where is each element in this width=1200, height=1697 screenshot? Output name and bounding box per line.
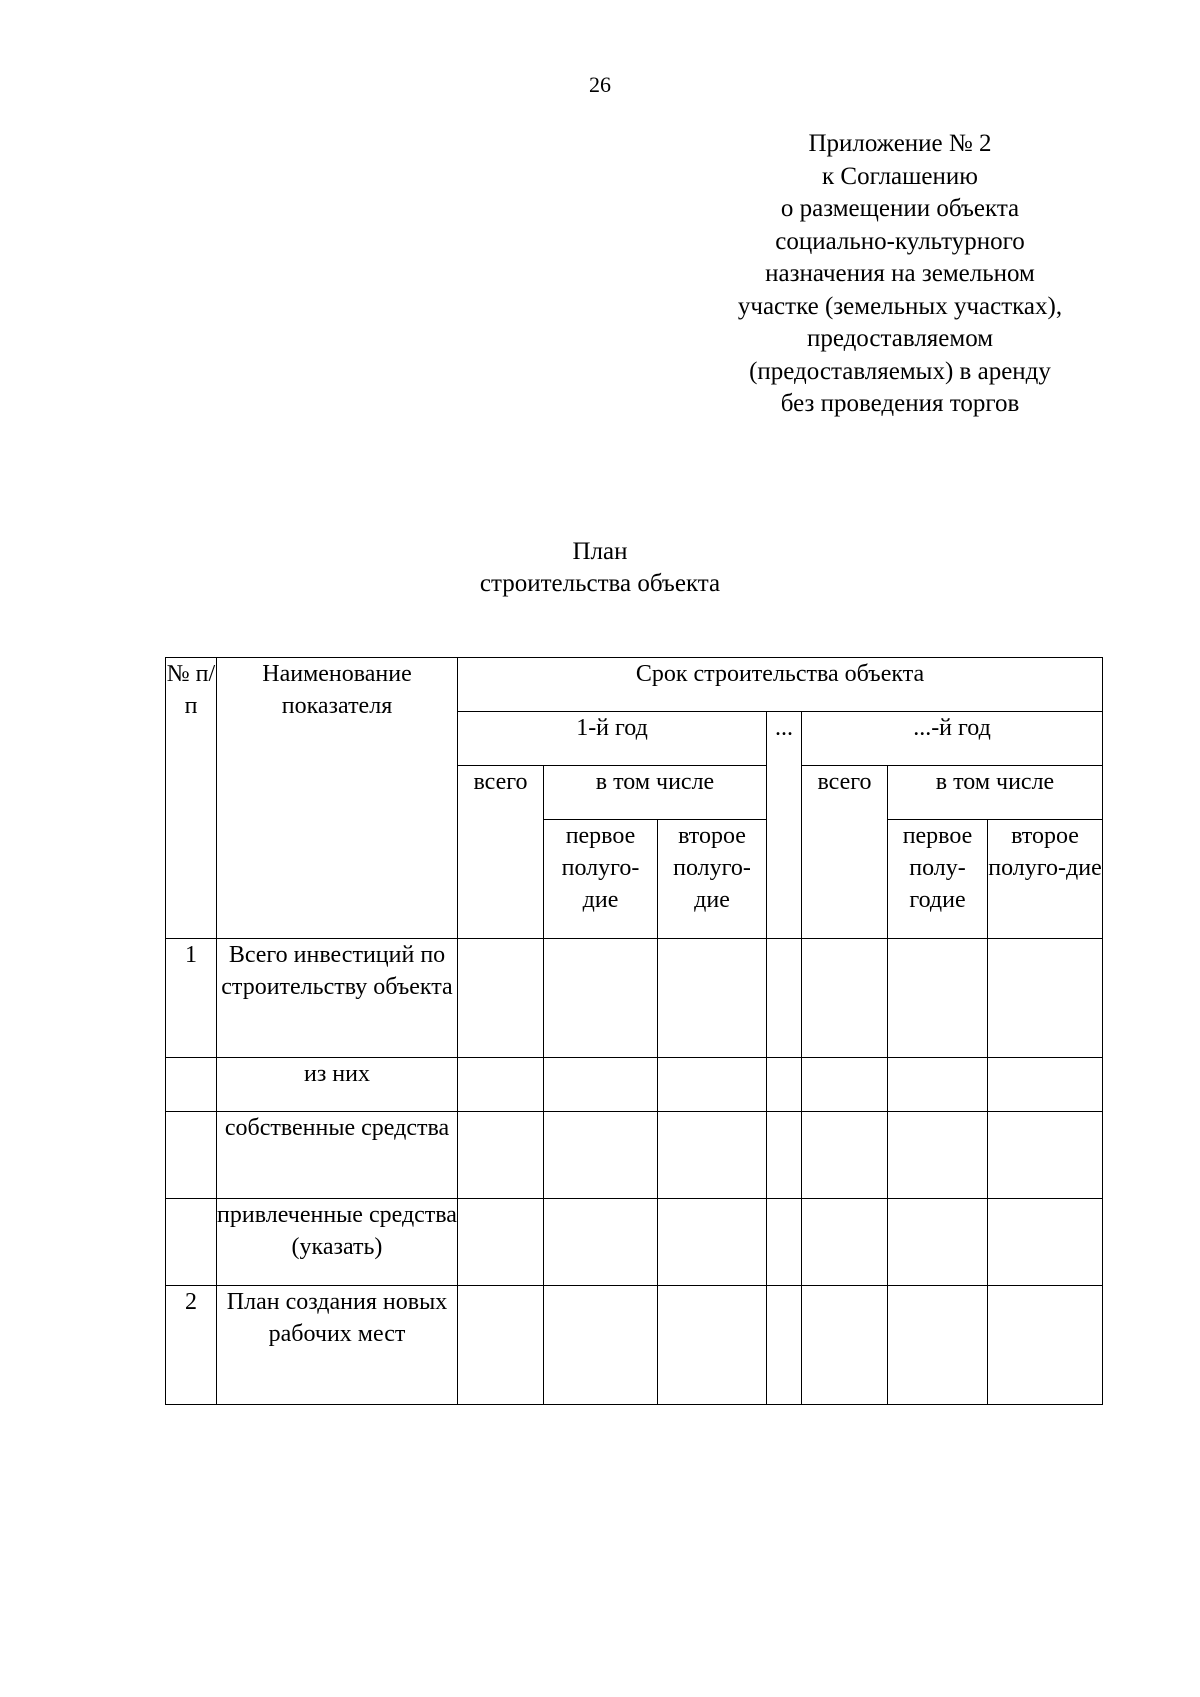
row-name: Всего инвестиций по строительству объекта (217, 939, 458, 1058)
table-cell (988, 1199, 1103, 1286)
table-cell (802, 1286, 888, 1405)
table-cell (767, 939, 802, 1058)
table-row (166, 1058, 1103, 1112)
appendix-line: назначения на земельном (765, 260, 1035, 287)
table-cell (658, 1199, 767, 1286)
header-second-half-1: второе полуго-дие (658, 820, 767, 939)
table-cell (658, 939, 767, 1058)
table-cell (458, 1199, 544, 1286)
header-first-half-n: первое полу-годие (888, 820, 988, 939)
table-cell (988, 939, 1103, 1058)
appendix-line: социально-культурного (775, 227, 1025, 255)
appendix-line: без проведения торгов (780, 390, 1020, 417)
row-name: из них (217, 1058, 458, 1112)
header-total-1: всего (458, 766, 544, 939)
page-number: 26 (589, 72, 611, 97)
header-second-half-n: второе полуго-дие (988, 820, 1103, 939)
table-cell (658, 1058, 767, 1112)
table-cell (767, 1199, 802, 1286)
title-line: План (572, 538, 628, 565)
table-row (166, 1199, 1103, 1286)
table-cell (767, 1112, 802, 1199)
row-num (166, 1199, 217, 1286)
table-cell (458, 1286, 544, 1405)
document-title (0, 536, 1200, 600)
table-cell (988, 1112, 1103, 1199)
row-num: 1 (166, 939, 217, 1058)
table-row (166, 939, 1103, 1058)
table-cell (802, 1112, 888, 1199)
row-num (166, 1058, 217, 1112)
table-cell (888, 1286, 988, 1405)
header-total-n: всего (802, 766, 888, 939)
header-including-1: в том числе (544, 766, 767, 820)
title-line: строительства объекта (479, 570, 721, 597)
table-row (166, 1286, 1103, 1405)
table-cell (802, 1058, 888, 1112)
table-cell (458, 1058, 544, 1112)
table-cell (458, 1112, 544, 1199)
table-cell (888, 1058, 988, 1112)
row-num: 2 (166, 1286, 217, 1405)
table-cell (544, 939, 658, 1058)
appendix-line: о размещении объекта (780, 195, 1020, 222)
header-year-n: ...-й год (802, 712, 1103, 766)
table-row (166, 1112, 1103, 1199)
table-cell (544, 1058, 658, 1112)
header-year-1: 1-й год (458, 712, 767, 766)
construction-plan-table (165, 657, 1103, 1405)
appendix-line: Приложение № 2 (808, 130, 992, 157)
table-cell (544, 1112, 658, 1199)
row-name: собственные средства (217, 1112, 458, 1199)
table-cell (888, 1199, 988, 1286)
table-cell (658, 1286, 767, 1405)
row-num (166, 1112, 217, 1199)
table-cell (458, 939, 544, 1058)
row-name: План создания новых рабочих мест (217, 1286, 458, 1405)
header-first-half-1: первое полуго-дие (544, 820, 658, 939)
appendix-header (690, 128, 1110, 421)
table-cell (544, 1199, 658, 1286)
table-cell (802, 939, 888, 1058)
table-cell (888, 939, 988, 1058)
header-num: № п/п (166, 658, 217, 939)
appendix-line: (предоставляемых) в аренду (749, 357, 1051, 385)
table-cell (767, 1058, 802, 1112)
table-cell (988, 1058, 1103, 1112)
header-name: Наименование показателя (217, 658, 458, 939)
table-cell (767, 1286, 802, 1405)
header-including-n: в том числе (888, 766, 1103, 820)
appendix-line: предоставляемом (806, 325, 994, 352)
appendix-line: участке (земельных участках), (737, 292, 1063, 320)
table-cell (802, 1199, 888, 1286)
table-cell (988, 1286, 1103, 1405)
appendix-line: к Соглашению (822, 162, 978, 190)
table-cell (658, 1112, 767, 1199)
row-name: привлеченные средства (указать) (217, 1199, 458, 1286)
header-ellipsis: ... (767, 712, 802, 939)
table-cell (544, 1286, 658, 1405)
table-cell (888, 1112, 988, 1199)
header-term: Срок строительства объекта (458, 658, 1103, 712)
